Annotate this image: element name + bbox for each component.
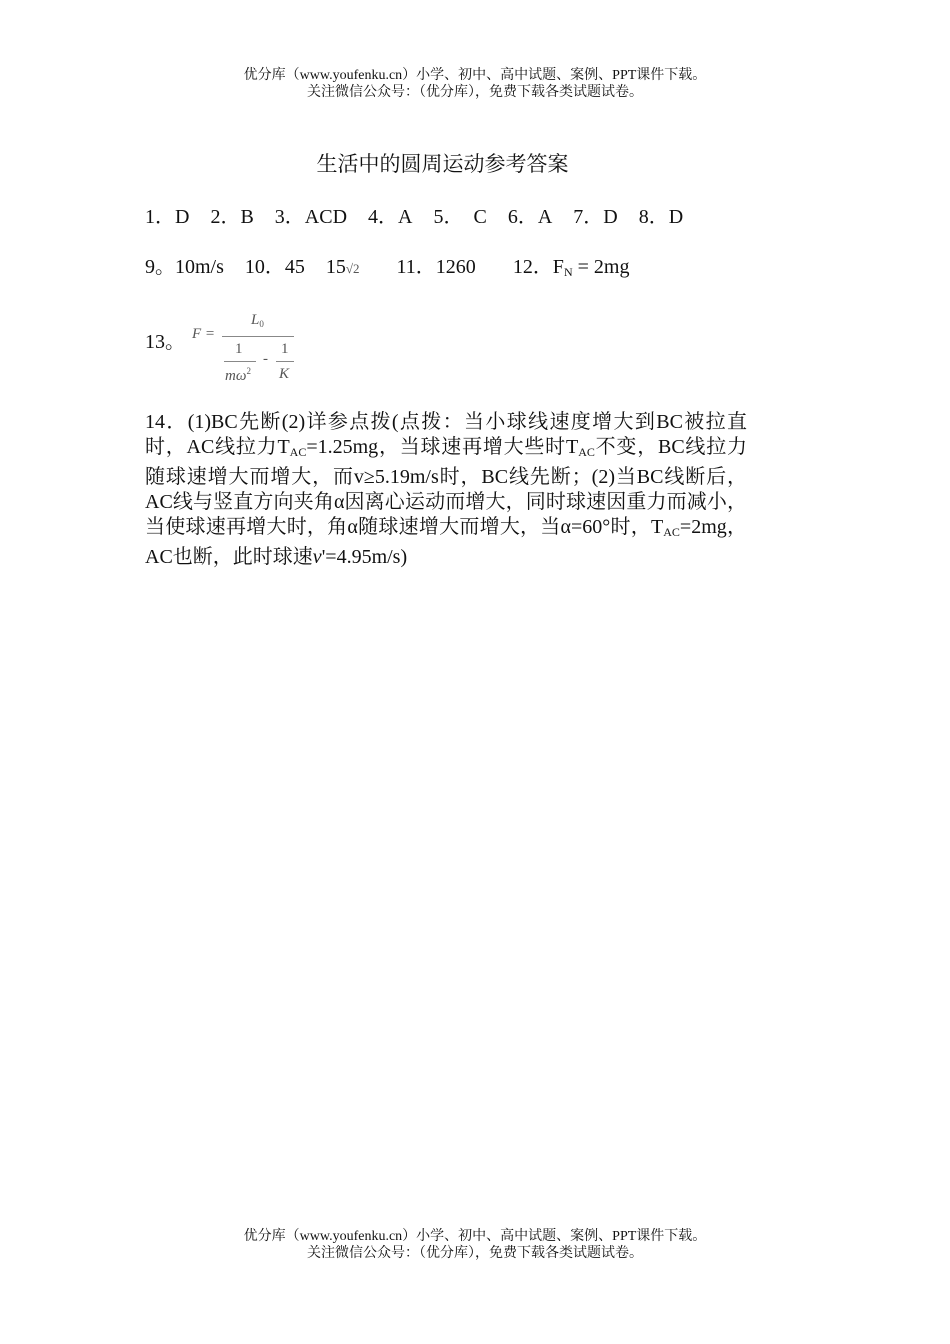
header-line-2: 关注微信公众号：（优分库），免费下载各类试题试卷。 <box>307 85 643 100</box>
answer-8: 8．D <box>638 206 684 228</box>
answer-14: 14．(1)BC先断(2)详参点拨(点拨：当小球线速度增大到BC被拉直时，AC线拉力$T_{AC}=1.25mg$，当球速再增大些时$T_{AC}$不变，BC线拉力随球速增大而增大，而v≥5.19m/s时，BC线先断；(2)当BC线断后，AC线与竖直方向夹角α因离心运动而增大，同时球速因重力而减小，当使球速再增大时，角α随球速增大而增大，当α=60°时，$T_{AC}=2mg$，AC也断，此时球速v'=4.95m/s) <box>145 411 747 568</box>
answers-row-2 <box>145 250 629 280</box>
formula-inner-den-2: K <box>279 366 290 382</box>
page-footer <box>0 1228 950 1262</box>
answer-9: 9。10m/s <box>145 256 224 278</box>
formula-inner-num-2: 1 <box>281 341 289 357</box>
answer-13-formula <box>190 312 310 392</box>
answer-3: 3．ACD <box>274 206 348 228</box>
page-header <box>0 67 950 101</box>
answer-5: 5． C <box>433 206 487 228</box>
answer-6: 6．A <box>507 206 553 228</box>
answer-4: 4．A <box>368 206 413 228</box>
formula-lhs: F = <box>192 326 216 342</box>
answers-row-1 <box>145 200 683 229</box>
formula-main-bar <box>222 336 294 337</box>
page-title: 生活中的圆周运动参考答案 <box>316 152 569 176</box>
answer-10b: 15 <box>325 256 346 278</box>
answer-2: 2．B <box>210 206 254 228</box>
answer-7: 7．D <box>573 206 618 228</box>
header-line-1: 优分库（www.youfenku.cn）小学、初中、高中试题、案例、PPT课件下载。 <box>243 68 707 83</box>
footer-line-2: 关注微信公众号：（优分库），免费下载各类试题试卷。 <box>307 1246 643 1261</box>
formula-inner-bar-2 <box>276 361 294 362</box>
answer-1: 1．D <box>145 206 190 228</box>
formula-inner-den-1: $m\omega^2$ <box>225 366 251 384</box>
sqrt-two: √2 <box>345 261 360 276</box>
answer-12: 12．$F_N = 2mg$ <box>512 256 630 279</box>
answer-10: 10．45 <box>244 256 305 278</box>
formula-inner-bar-1 <box>224 361 256 362</box>
answer-13-label: 13。 <box>145 331 185 353</box>
answer-11: 11．1260 <box>396 256 476 278</box>
formula-minus: - <box>263 351 268 367</box>
footer-line-1: 优分库（www.youfenku.cn）小学、初中、高中试题、案例、PPT课件下载。 <box>243 1229 707 1244</box>
formula-numerator: $L_0$ <box>251 312 264 329</box>
formula-inner-num-1: 1 <box>235 341 243 357</box>
